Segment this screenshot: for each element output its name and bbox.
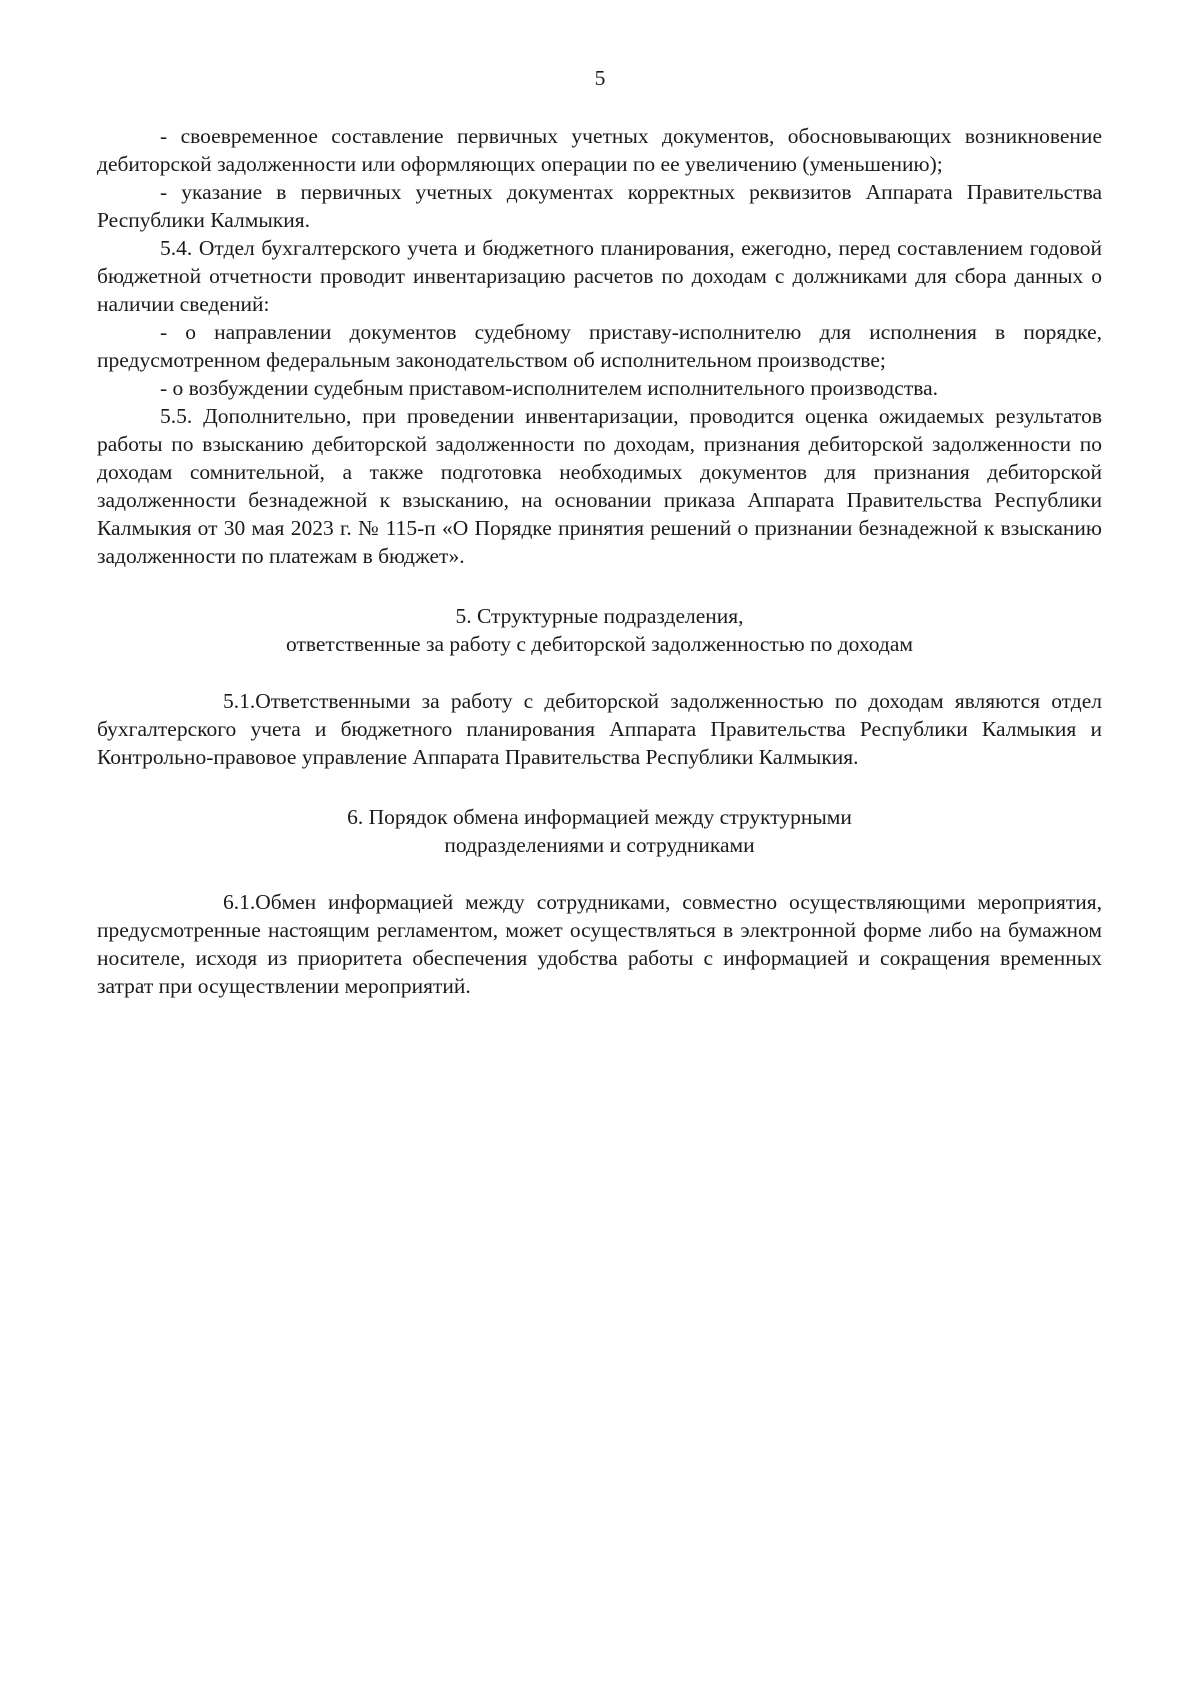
section-5-heading-line2: ответственные за работу с дебиторской задолженностью по доходам — [286, 632, 913, 656]
page-number: 5 — [594, 66, 606, 90]
paragraph-bailiff-documents: - о направлении документов судебному приставу-исполнителю для исполнения в порядке, предусмотренном федеральным законодательством об исполнительном производстве; — [97, 320, 1102, 372]
paragraph-5-1 — [97, 687, 1102, 771]
paragraph-5-4: 5.4. Отдел бухгалтерского учета и бюджетного планирования, ежегодно, перед составлением годовой бюджетной отчетности проводит инвентаризацию расчетов по доходам с должниками для сбора данных о наличии сведений: — [97, 236, 1102, 316]
item-text-5-1: Ответственными за работу с дебиторской задолженностью по доходам являются отдел бухгалтерского учета и бюджетного планирования Аппарата Правительства Республики Калмыкия и Контрольно-правовое управление Аппарата Правительства Республики Калмыкия. — [97, 689, 1102, 769]
item-number-6-1: 6.1. — [223, 890, 256, 914]
document-body — [97, 122, 1102, 1000]
item-number-5-1: 5.1. — [223, 689, 256, 713]
section-6-heading-line1: 6. Порядок обмена информацией между структурными — [347, 805, 852, 829]
paragraph-5-5: 5.5. Дополнительно, при проведении инвентаризации, проводится оценка ожидаемых результатов работы по взысканию дебиторской задолженности по доходам, признания дебиторской задолженности по доходам сомнительной, а также подготовка необходимых документов для признания дебиторской задолженности безнадежной к взысканию, на основании приказа Аппарата Правительства Республики Калмыкия от 30 мая 2023 г. № 115-п «О Порядке принятия решений о признании безнадежной к взысканию задолженности по платежам в бюджет». — [97, 404, 1102, 568]
paragraph-timely-documents: - своевременное составление первичных учетных документов, обосновывающих возникновение дебиторской задолженности или оформляющих операции по ее увеличению (уменьшению); — [97, 124, 1102, 176]
section-6-heading-line2: подразделениями и сотрудниками — [444, 833, 755, 857]
item-text-6-1: Обмен информацией между сотрудниками, совместно осуществляющими мероприятия, предусмотренные настоящим регламентом, может осуществляться в электронной форме либо на бумажном носителе, исходя из приоритета обеспечения удобства работы с информацией и сокращения временных затрат при осуществлении мероприятий. — [97, 890, 1102, 998]
paragraph-correct-requisites: - указание в первичных учетных документах корректных реквизитов Аппарата Правительства Республики Калмыкия. — [97, 180, 1102, 232]
section-5-heading-line1: 5. Структурные подразделения, — [455, 604, 744, 628]
paragraph-6-1 — [97, 888, 1102, 1000]
paragraph-enforcement-proceedings: - о возбуждении судебным приставом-исполнителем исполнительного производства. — [160, 376, 938, 400]
